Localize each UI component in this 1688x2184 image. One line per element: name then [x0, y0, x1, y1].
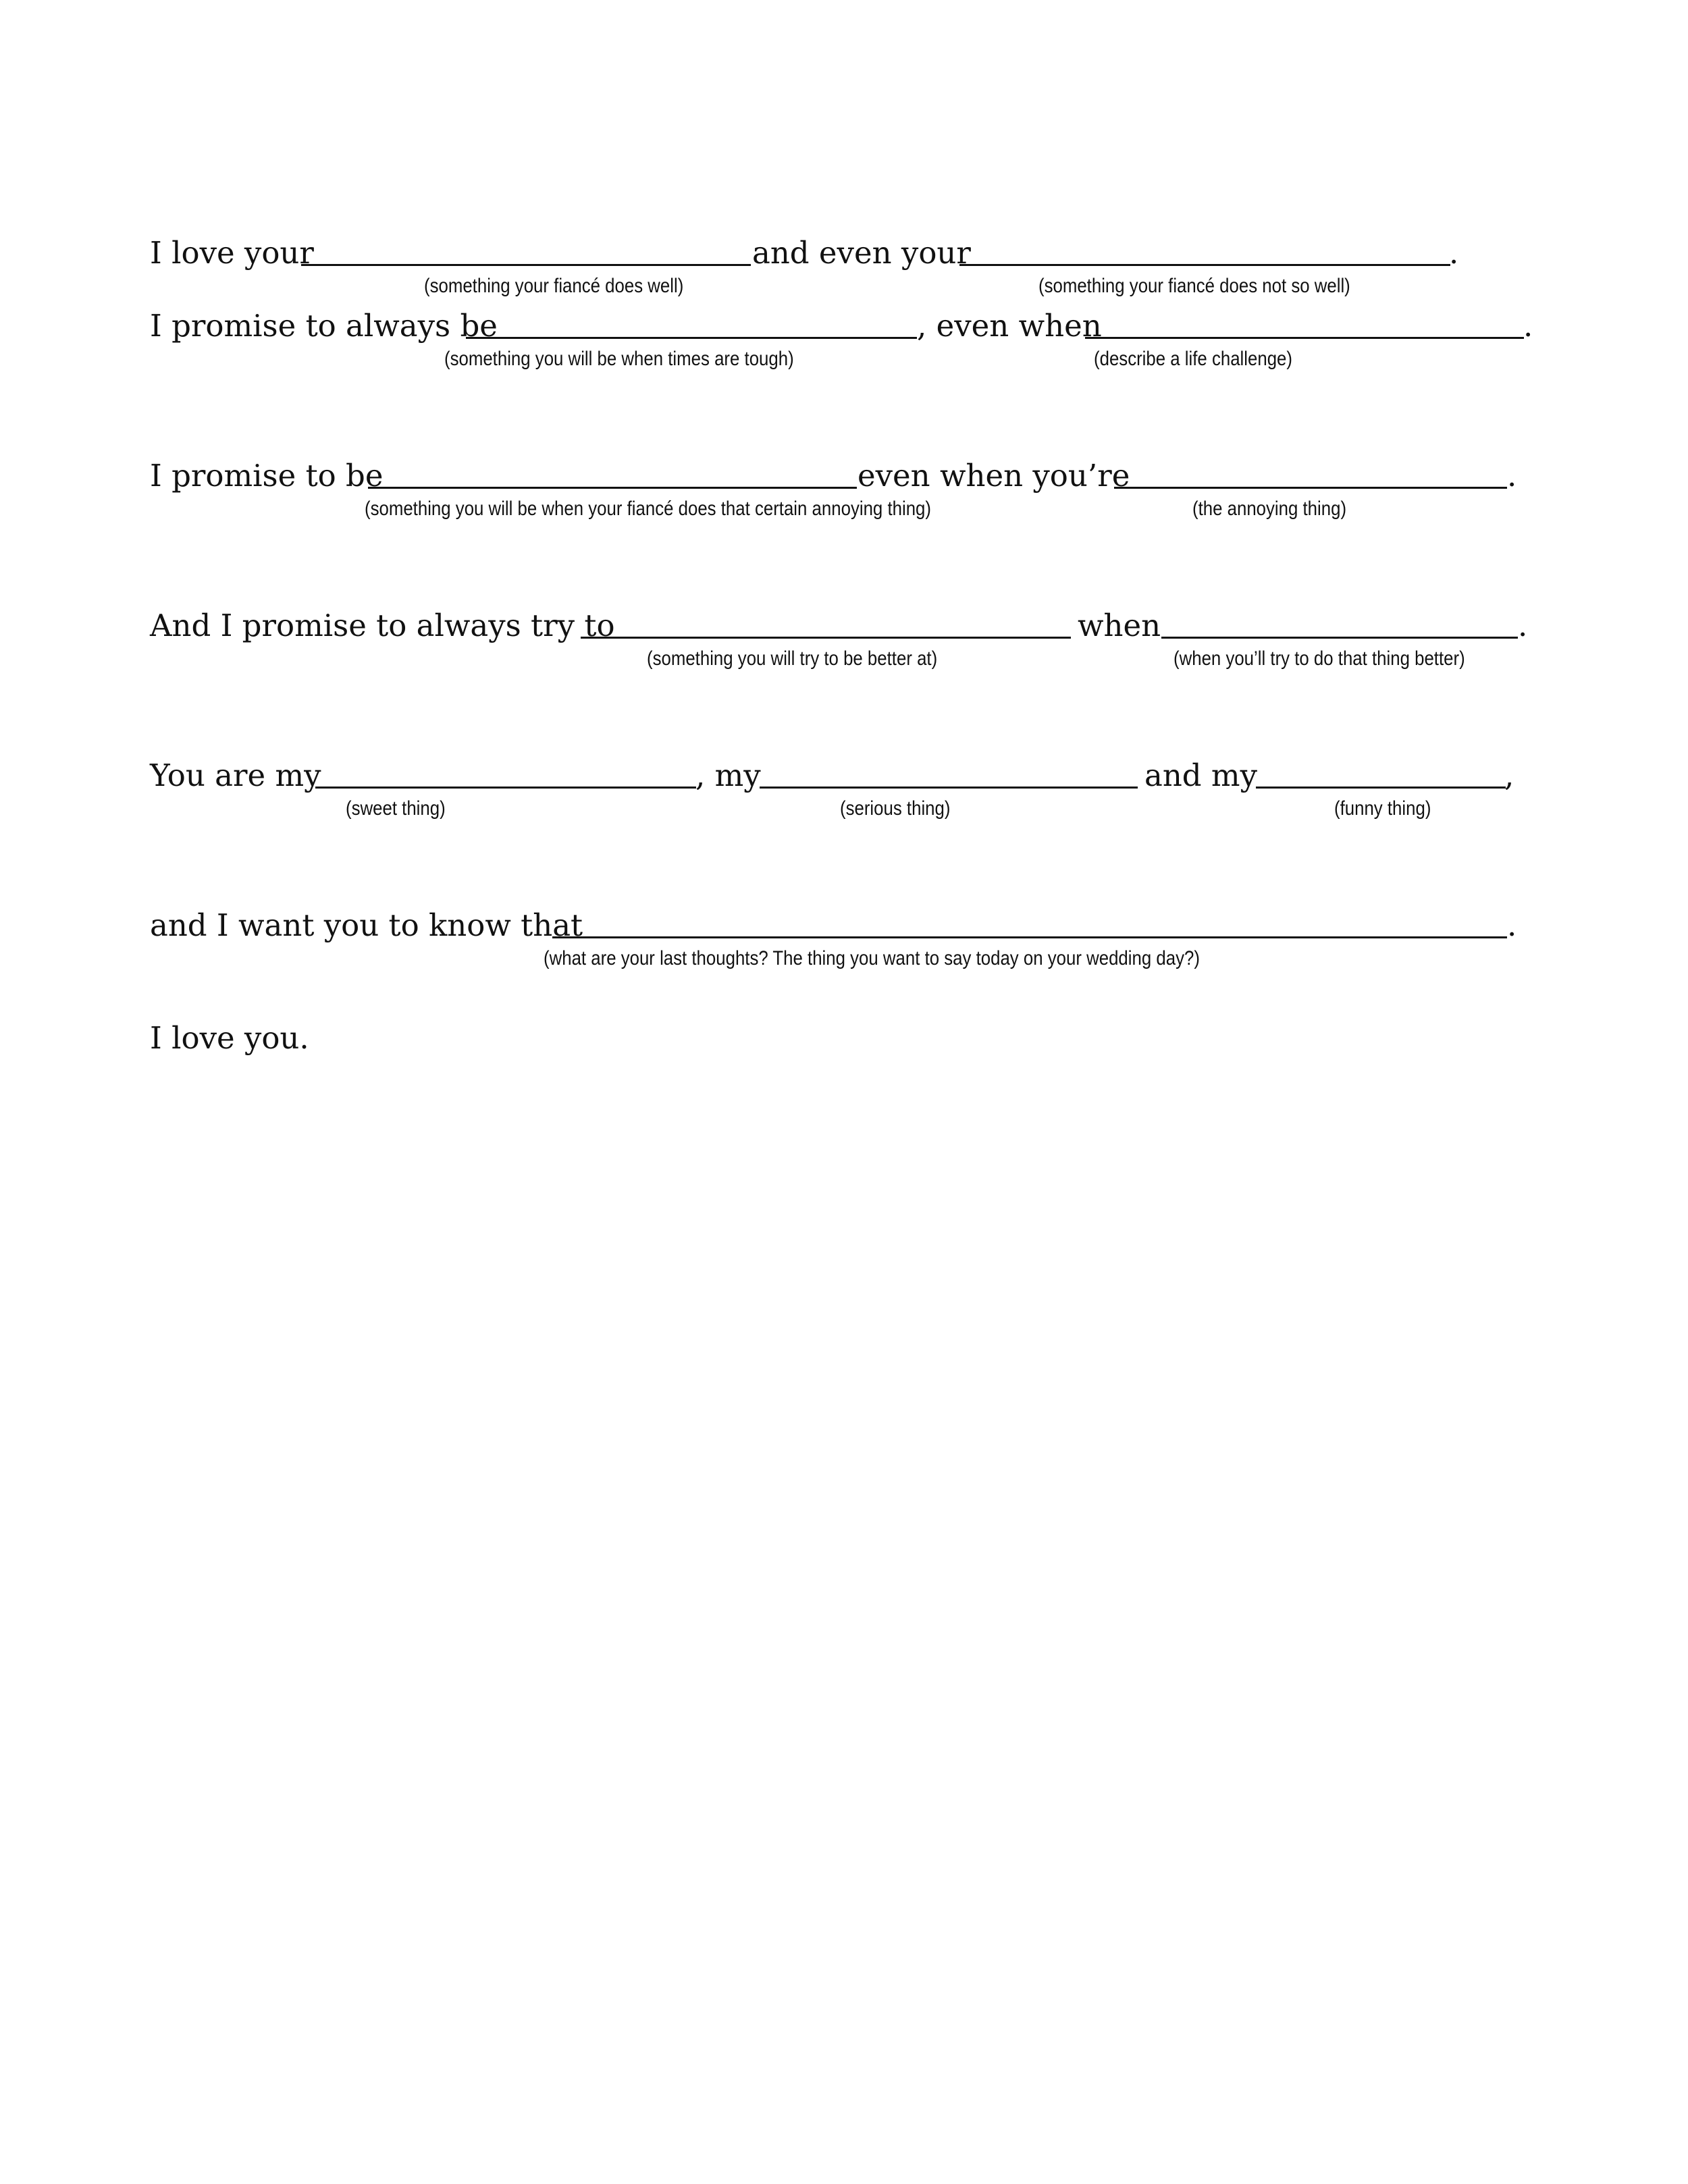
blank-last-thoughts[interactable]	[552, 936, 1507, 938]
hint-label: (serious thing)	[840, 797, 951, 820]
hint-label: (funny thing)	[1334, 797, 1431, 820]
blank-sweet-thing[interactable]	[315, 787, 696, 789]
blank-try-to[interactable]	[581, 637, 1071, 639]
line-punctuation: .	[1507, 458, 1517, 494]
line-punctuation: .	[1507, 907, 1517, 943]
hint-label: (something your fiancé does not so well)	[1038, 275, 1350, 297]
blank-love-well[interactable]	[301, 264, 751, 266]
blank-even-when[interactable]	[1085, 337, 1524, 339]
line-text: and my	[1144, 757, 1258, 793]
line-punctuation: .	[1523, 308, 1533, 344]
vow-line-love	[0, 233, 1688, 273]
line-text: , even when	[917, 308, 1102, 344]
vow-line-want-you-to-know	[0, 905, 1688, 946]
line-text: , my	[695, 757, 761, 793]
line-punctuation: .	[1518, 608, 1528, 643]
hint-label: (the annoying thing)	[1192, 498, 1347, 520]
vow-line-promise-to-be	[0, 456, 1688, 496]
blank-annoying-thing[interactable]	[1114, 487, 1507, 489]
line-text: even when you’re	[858, 458, 1130, 494]
hint-label: (something you will try to be better at)	[647, 647, 938, 670]
hint-label: (what are your last thoughts? The thing you want to say today on your wedding day?)	[544, 947, 1200, 969]
line-text: when	[1078, 608, 1161, 643]
vow-closing	[0, 1018, 1688, 1059]
blank-always-be[interactable]	[466, 337, 917, 339]
line-text: I love your	[150, 235, 314, 271]
hint-label: (sweet thing)	[346, 797, 446, 820]
line-text: I promise to always be	[150, 308, 498, 344]
vow-line-always-be	[0, 306, 1688, 346]
line-punctuation: ,	[1504, 757, 1514, 793]
blank-serious-thing[interactable]	[760, 787, 1138, 789]
line-text: You are my	[150, 757, 321, 793]
blank-funny-thing[interactable]	[1256, 787, 1506, 789]
line-text: and I want you to know that	[150, 907, 583, 943]
line-text: And I promise to always try to	[150, 608, 615, 643]
blank-when[interactable]	[1161, 637, 1518, 639]
vow-line-try-to	[0, 606, 1688, 646]
blank-promise-to-be[interactable]	[368, 487, 857, 489]
line-text: I promise to be	[150, 458, 384, 494]
blank-love-not-well[interactable]	[959, 264, 1450, 266]
hint-label: (something you will be when times are tough)	[444, 348, 794, 370]
hint-label: (something your fiancé does well)	[424, 275, 684, 297]
hint-label: (something you will be when your fiancé does that certain annoying thing)	[365, 498, 931, 520]
closing-text: I love you.	[150, 1020, 309, 1056]
vow-line-you-are-my	[0, 755, 1688, 796]
hint-label: (when you’ll try to do that thing better)	[1173, 647, 1465, 670]
line-punctuation: .	[1449, 235, 1459, 271]
hint-label: (describe a life challenge)	[1094, 348, 1292, 370]
line-text: and even your	[752, 235, 971, 271]
